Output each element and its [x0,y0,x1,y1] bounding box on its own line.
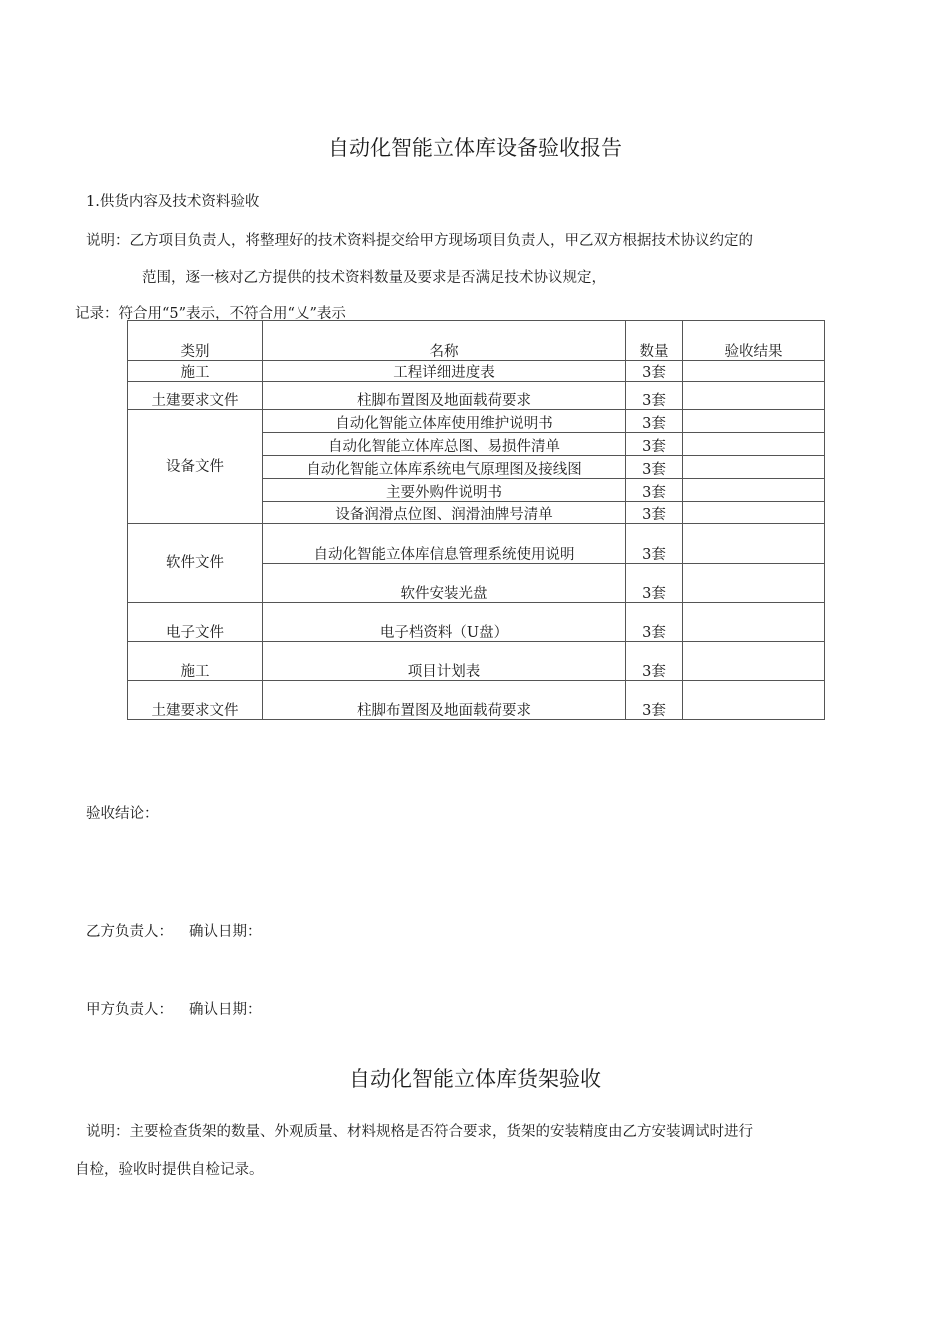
table-header-row [128,321,825,361]
category-cell: 土建要求文件 [128,382,263,410]
result-cell [683,642,825,681]
qty-cell: 3套 [626,524,683,564]
name-cell: 主要外购件说明书 [263,479,626,502]
result-cell [683,479,825,502]
party-b-signature-label: 乙方负责人： [86,924,173,940]
table-row [128,410,825,433]
qty-cell: 3套 [626,502,683,524]
conclusion-label: 验收结论： [86,806,159,822]
table-row [128,603,825,642]
qty-cell: 3套 [626,382,683,410]
qty-cell: 3套 [626,642,683,681]
header-qty: 数量 [626,321,683,361]
header-result: 验收结果 [683,321,825,361]
party-a-signature-label: 甲方负责人： [86,1002,173,1018]
result-cell [683,361,825,382]
party-b-date-label: 确认日期： [189,924,262,940]
name-cell: 工程详细进度表 [263,361,626,382]
section-title-2: 自动化智能立体库货架验收 [349,1067,601,1091]
category-cell: 软件文件 [128,524,263,603]
name-cell: 项目计划表 [263,642,626,681]
name-cell: 电子档资料（U盘） [263,603,626,642]
description2-line-2: 自检，验收时提供自检记录。 [75,1162,264,1178]
result-cell [683,502,825,524]
name-cell: 软件安装光盘 [263,564,626,603]
qty-cell: 3套 [626,564,683,603]
name-cell: 设备润滑点位图、润滑油牌号清单 [263,502,626,524]
result-cell [683,603,825,642]
header-category: 类别 [128,321,263,361]
document-table [127,320,825,720]
table-row [128,642,825,681]
category-cell: 施工 [128,361,263,382]
record-note: 记录：符合用“5”表示，不符合用“乂”表示 [75,306,346,322]
qty-cell: 3套 [626,479,683,502]
name-cell: 自动化智能立体库总图、易损件清单 [263,433,626,456]
header-name: 名称 [263,321,626,361]
result-cell [683,681,825,720]
name-cell: 柱脚布置图及地面载荷要求 [263,681,626,720]
table-row [128,382,825,410]
table-row [128,681,825,720]
qty-cell: 3套 [626,603,683,642]
result-cell [683,382,825,410]
party-a-date-label: 确认日期： [189,1002,262,1018]
section-heading: 1.供货内容及技术资料验收 [86,194,260,210]
name-cell: 自动化智能立体库信息管理系统使用说明 [263,524,626,564]
qty-cell: 3套 [626,361,683,382]
qty-cell: 3套 [626,681,683,720]
page-title: 自动化智能立体库设备验收报告 [328,136,622,160]
category-cell: 电子文件 [128,603,263,642]
result-cell [683,410,825,433]
name-cell: 柱脚布置图及地面载荷要求 [263,382,626,410]
description2-line-1: 说明：主要检查货架的数量、外观质量、材料规格是否符合要求，货架的安装精度由乙方安装调试时进行 [86,1124,753,1140]
result-cell [683,456,825,479]
result-cell [683,564,825,603]
description-line-2: 范围，逐一核对乙方提供的技术资料数量及要求是否满足技术协议规定， [142,270,606,286]
table-row [128,361,825,382]
table-row [128,524,825,564]
qty-cell: 3套 [626,433,683,456]
result-cell [683,524,825,564]
name-cell: 自动化智能立体库系统电气原理图及接线图 [263,456,626,479]
category-cell: 设备文件 [128,410,263,524]
result-cell [683,433,825,456]
name-cell: 自动化智能立体库使用维护说明书 [263,410,626,433]
category-cell: 土建要求文件 [128,681,263,720]
category-cell: 施工 [128,642,263,681]
qty-cell: 3套 [626,410,683,433]
description-line-1: 说明：乙方项目负责人，将整理好的技术资料提交给甲方现场项目负责人，甲乙双方根据技术协议约定的 [86,233,753,249]
qty-cell: 3套 [626,456,683,479]
